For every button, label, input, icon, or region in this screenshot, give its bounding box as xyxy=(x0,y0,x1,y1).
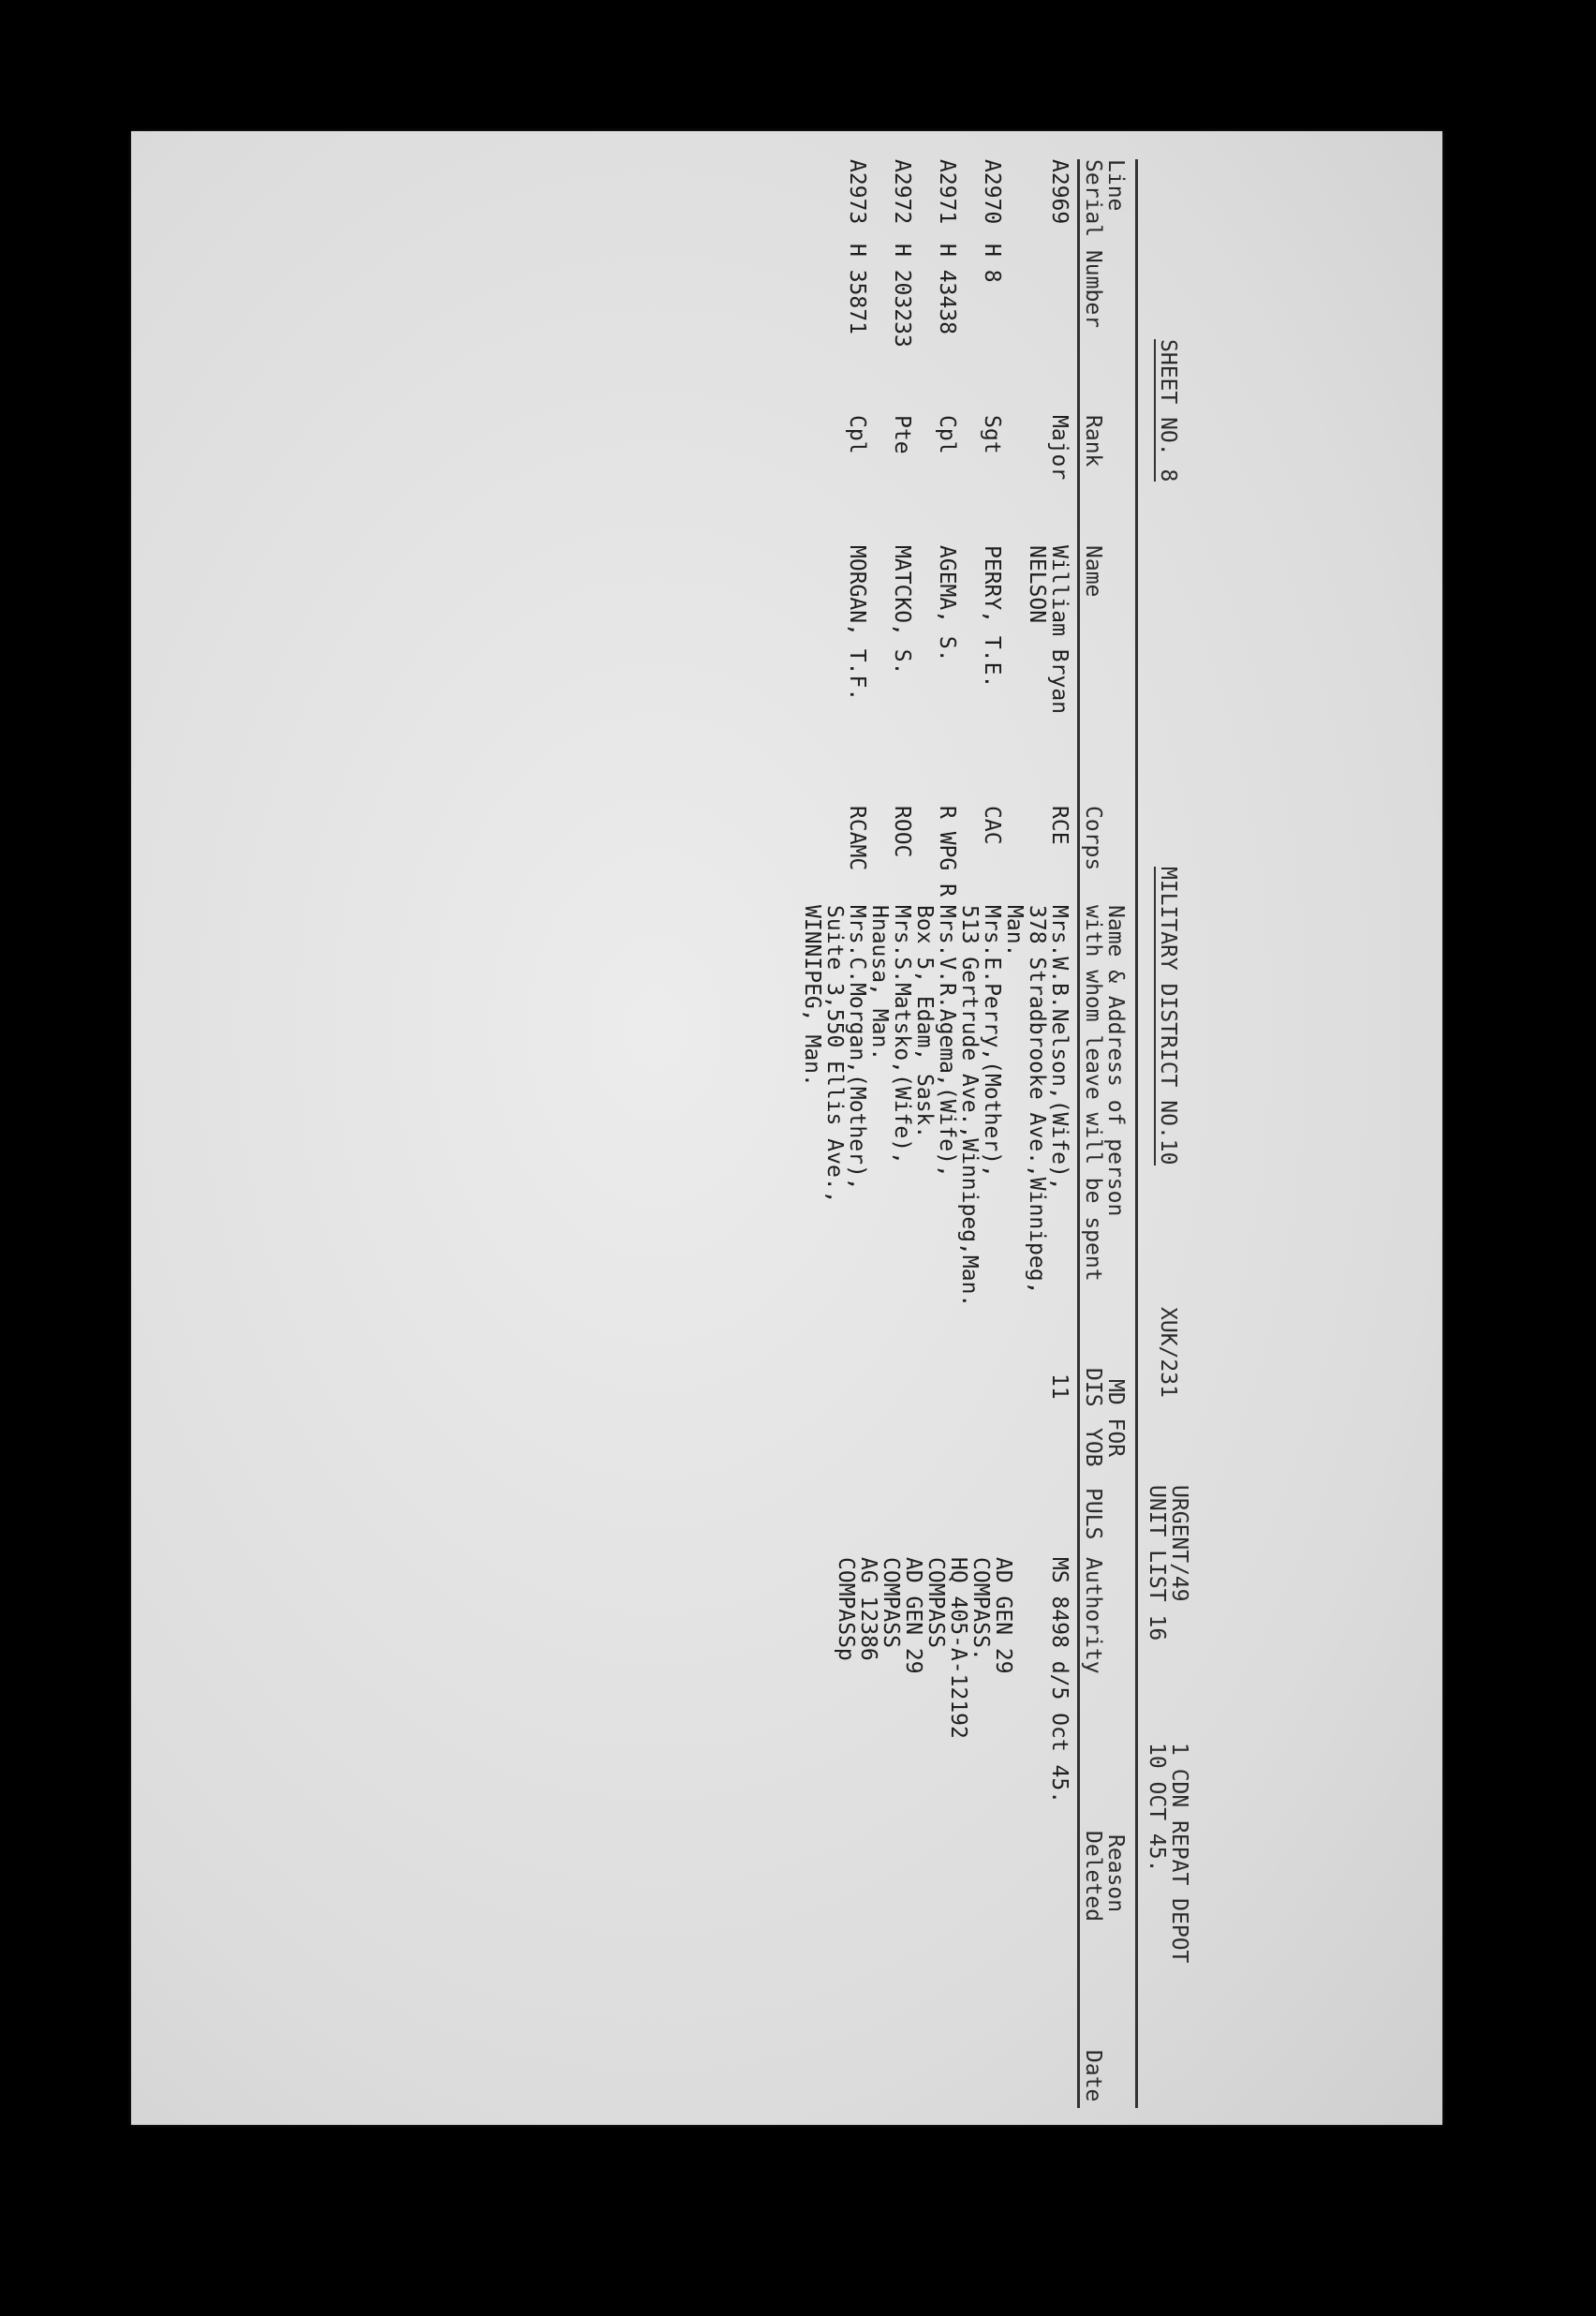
urgent-reference: URGENT/49 xyxy=(1167,1485,1191,1602)
row-address: Hnausa, Man. xyxy=(867,905,892,1062)
row-name: MORGAN, T.F. xyxy=(845,545,869,702)
row-line: A2972 xyxy=(890,159,914,225)
depot-name: 1 CDN REPAT DEPOT xyxy=(1167,1743,1191,1964)
row-authority: HQ 405-A-12192 xyxy=(946,1557,970,1739)
unit-list-number: UNIT LIST 16 xyxy=(1145,1485,1169,1641)
sheet-number: SHEET NO. 8 xyxy=(1156,339,1180,482)
row-authority: AG 12386 xyxy=(856,1557,880,1661)
row-authority: AD GEN 29 xyxy=(901,1557,925,1674)
row-address: Mrs.W.B.Nelson,(Wife), xyxy=(1047,905,1071,1191)
row-authority: COMPASSp xyxy=(834,1557,858,1661)
col-deleted: Deleted xyxy=(1081,1831,1105,1922)
row-address: WINNIPEG, Man. xyxy=(800,905,824,1087)
col-rank: Rank xyxy=(1081,415,1105,468)
row-rank: Cpl xyxy=(845,415,869,454)
rule-header xyxy=(1077,159,1080,2108)
row-address: Suite 3,550 Ellis Ave., xyxy=(822,905,847,1204)
row-corps: CAC xyxy=(980,806,1004,845)
row-rank: Sgt xyxy=(980,415,1004,454)
row-name: AGEMA, S. xyxy=(935,545,959,662)
row-line: A2969 xyxy=(1047,159,1071,225)
row-line: A2971 xyxy=(935,159,959,225)
row-serial: H 43438 xyxy=(935,244,959,334)
row-name: MATCKO, S. xyxy=(890,545,914,676)
row-address: Mrs.S.Matsko,(Wife), xyxy=(890,905,914,1165)
col-name: Name xyxy=(1081,545,1105,598)
row-address: Mrs.E.Perry,(Mother), xyxy=(980,905,1004,1178)
row-address: 378 Stradbrooke Ave.,Winnipeg, xyxy=(1025,905,1049,1295)
row-authority: COMPASS xyxy=(879,1557,903,1648)
unit-list-document xyxy=(131,131,1232,2125)
row-rank: Major xyxy=(1047,415,1071,481)
row-serial: H 203233 xyxy=(890,244,914,348)
row-address: Man. xyxy=(1002,905,1027,958)
row-address: 513 Gertrude Ave.,Winnipeg,Man. xyxy=(957,905,982,1308)
row-address: Mrs.C.Morgan,(Mother), xyxy=(845,905,869,1191)
col-dis: DIS xyxy=(1081,1368,1105,1407)
row-line: A2970 xyxy=(980,159,1004,225)
col-puls: PULS xyxy=(1081,1488,1105,1540)
district-title: MILITARY DISTRICT NO.10 xyxy=(1156,867,1180,1165)
row-corps: RCE xyxy=(1047,806,1071,845)
row-corps: ROOC xyxy=(890,806,914,858)
row-corps: R WPG R xyxy=(935,806,959,897)
col-md-for: MD FOR xyxy=(1103,1379,1128,1458)
row-name: NELSON xyxy=(1025,545,1049,624)
row-rank: Cpl xyxy=(935,415,959,454)
col-line: Line xyxy=(1103,159,1128,212)
row-name: William Bryan xyxy=(1047,545,1071,715)
row-address: Mrs.V.R.Agema,(Wife), xyxy=(935,905,959,1178)
col-serial: Serial Number xyxy=(1081,159,1105,329)
row-authority: COMPASS xyxy=(924,1557,948,1648)
row-authority: MS 8498 d/5 Oct 45. xyxy=(1047,1557,1071,1804)
col-yob: YOB xyxy=(1081,1428,1105,1467)
row-rank: Pte xyxy=(890,415,914,454)
row-authority: AD GEN 29 xyxy=(991,1557,1015,1674)
row-serial: H 35871 xyxy=(845,244,869,334)
row-line: A2973 xyxy=(845,159,869,225)
col-date: Date xyxy=(1081,2050,1105,2102)
rule-top xyxy=(1135,159,1138,2108)
col-address-2: with whom leave will be spent xyxy=(1081,905,1105,1282)
row-serial: H 8 xyxy=(980,244,1004,283)
header-date: 10 OCT 45. xyxy=(1145,1743,1169,1873)
col-corps: Corps xyxy=(1081,806,1105,871)
row-corps: RCAMC xyxy=(845,806,869,871)
row-authority: COMPASS. xyxy=(968,1557,993,1661)
file-reference: XUK/231 xyxy=(1156,1307,1180,1398)
row-dis: 11 xyxy=(1047,1373,1071,1400)
row-name: PERRY, T.E. xyxy=(980,545,1004,689)
col-address-1: Name & Address of person xyxy=(1103,905,1128,1217)
col-reason: Reason xyxy=(1103,1834,1128,1913)
row-address: Box 5, Edam, Sask. xyxy=(912,905,937,1139)
col-authority: Authority xyxy=(1081,1557,1105,1674)
